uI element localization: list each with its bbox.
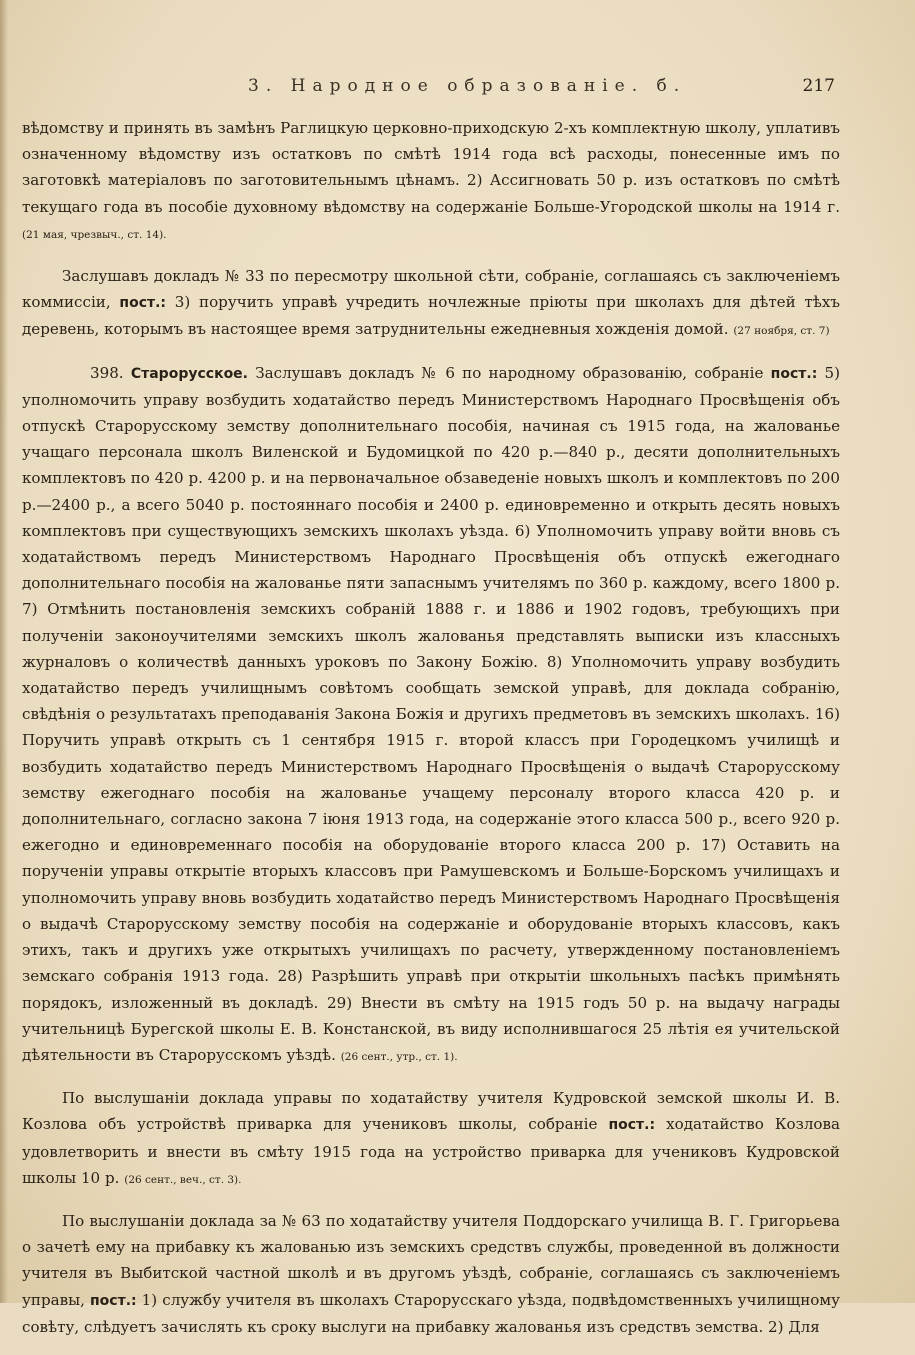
bold-term: пост.:: [119, 295, 167, 312]
bold-term: пост.:: [770, 365, 818, 382]
session-reference: (27 ноября, ст. 7): [733, 325, 830, 338]
session-reference: (26 сент., утр., ст. 1).: [340, 1050, 458, 1063]
paragraph-text: вѣдомству и принять въ замѣнъ Раглицкую церковно-приходскую 2-хъ комплектную школу, уплативъ означенному вѣдомству изъ остатковъ по смѣтѣ 1914 года всѣ расходы, понесенные имъ по заготовкѣ матеріаловъ по заготовительнымъ цѣнамъ. 2) Ассигновать 50 р. изъ остатковъ по смѣтѣ текущаго года въ пособіе духовному вѣдомству на содержаніе Больше-Угородской школы на 1914 г.: [22, 119, 840, 216]
paragraph-grigoriev-petition: [22, 1208, 840, 1340]
bold-term: пост.:: [608, 1117, 656, 1134]
session-reference: (21 мая, чрезвыч., ст. 14).: [22, 228, 167, 241]
paragraph-text: 3) поручить управѣ учредить ночлежные пріюты при школахъ для дѣтей тѣхъ деревень, которымъ въ настоящее время затруднительны ежедневныя хожденія домой.: [22, 293, 840, 339]
paragraph-text: По выслушаніи доклада управы по ходатайству учителя Кудровской земской школы И. В. Козлова объ устройствѣ приварка для учениковъ школы, собраніе: [22, 1089, 840, 1134]
page-header: [20, 76, 835, 100]
page-body: [22, 115, 840, 1355]
bold-term: Старорусское.: [130, 365, 248, 382]
paragraph-text: 398.: [90, 363, 131, 382]
paragraph-text: 5) уполномочить управу возбудить ходатайство передъ Министерствомъ Народнаго Просвѣщенія объ отпускѣ Старорусскому земству дополнительнаго пособія, начиная съ 1915 года, на жалованье учащаго персонала школъ Виленской и Будомицкой по 420 р.—840 р., десяти дополнительныхъ комплектовъ по 420 р. 4200 р. и на первоначальное обзаведеніе новыхъ школъ и комплектовъ по 200 р.—2400 р., а всего 5040 р. постояннаго пособія и 2400 р. единовременно и открыть десять новыхъ комплектовъ при существующихъ земскихъ школахъ уѣзда. 6) Уполномочить управу войти вновь съ ходатайствомъ передъ Министерствомъ Народнаго Просвѣщенія объ отпускѣ ежегоднаго дополнительнаго пособія на жалованье пяти запаснымъ учителямъ по 360 р. каждому, всего 1800 р. 7) Отмѣнить постановленія земскихъ собраній 1888 г. и 1886 и 1902 годовъ, требующихъ при полученіи законоучителями земскихъ школъ жалованья представлять выписки изъ классныхъ журналовъ о количествѣ данныхъ уроковъ по Закону Божію. 8) Уполномочить управу возбудить ходатайство передъ училищнымъ совѣтомъ сообщать земской управѣ, для доклада собранію, свѣдѣнія о результатахъ преподаванія Закона Божія и другихъ предметовъ въ земскихъ школахъ. 16) Поручить управѣ открыть съ 1 сентября 1915 г. второй классъ при Городецкомъ училищѣ и возбудить ходатайство передъ Министерствомъ Народнаго Просвѣщенія о выдачѣ Старорусскому земству ежегоднаго пособія на жалованье учащему персоналу второго класса 420 р. и дополнительнаго, согласно закона 7 іюня 1913 года, на содержаніе этого класса 500 р., всего 920 р. ежегодно и единовременнаго пособія на оборудованіе второго класса 200 р. 17) Оставить на порученіи управы открытіе вторыхъ классовъ при Рамушевскомъ и Больше-Борскомъ училищахъ и уполномочить управу вновь возбудить ходатайство передъ Министерствомъ Народнаго Просвѣщенія о выдачѣ Старорусскому земству пособія на содержаніе и оборудованіе вторыхъ классовъ, какъ этихъ, такъ и другихъ уже открытыхъ училищахъ по расчету, утвержденному постановленіемъ земскаго собранія 1913 года. 28) Разрѣшить управѣ при открытіи школьныхъ пасѣкъ примѣнять порядокъ, изложенный въ докладѣ. 29) Внести въ смѣту на 1915 годъ 50 р. на выдачу награды учительницѣ Бурегской школы Е. В. Констанской, въ виду исполнившагося 25 лѣтія ея учительской дѣятельности въ Старорусскомъ уѣздѣ.: [22, 363, 841, 1064]
paragraph-kudrovskaya-school: [22, 1085, 840, 1193]
session-reference: (26 сент., веч., ст. 3).: [124, 1173, 242, 1186]
paragraph-text: Заслушавъ докладъ № 33 по пересмотру школьной сѣти, собраніе, соглашаясь съ заключеніемъ коммиссіи,: [22, 267, 840, 312]
paragraph-school-network: [22, 263, 840, 345]
page-number: 217: [802, 76, 835, 96]
paragraph-text: ходатайство Козлова удовлетворить и внести въ смѣту 1915 года на устройство приварка для учениковъ Кудровской школы 10 р.: [22, 1115, 840, 1187]
running-title: 3. Народное образованіе. б.: [248, 76, 687, 96]
paragraph-continued: [22, 115, 840, 248]
paragraph-text: По выслушаніи доклада за № 63 по ходатайству учителя Поддорскаго училища В. Г. Григорьева о зачетѣ ему на прибавку къ жалованью изъ земскихъ средствъ службы, проведенной въ должности учителя въ Выбитской частной школѣ и въ другомъ уѣздѣ, собраніе, соглашаясь съ заключеніемъ управы,: [22, 1211, 840, 1309]
paragraph-text: Заслушавъ докладъ № 6 по народному образованію, собраніе: [248, 363, 771, 382]
bold-term: пост.:: [89, 1292, 137, 1309]
paragraph-text: 1) службу учителя въ школахъ Старорусскаго уѣзда, подвѣдомственныхъ училищному совѣту, слѣдуетъ зачислять къ сроку выслуги на прибавку жалованья изъ средствъ земства. 2) Для: [22, 1290, 840, 1336]
paragraph-staroruskoe: [22, 360, 840, 1070]
page-binding-shadow: [0, 0, 8, 1303]
